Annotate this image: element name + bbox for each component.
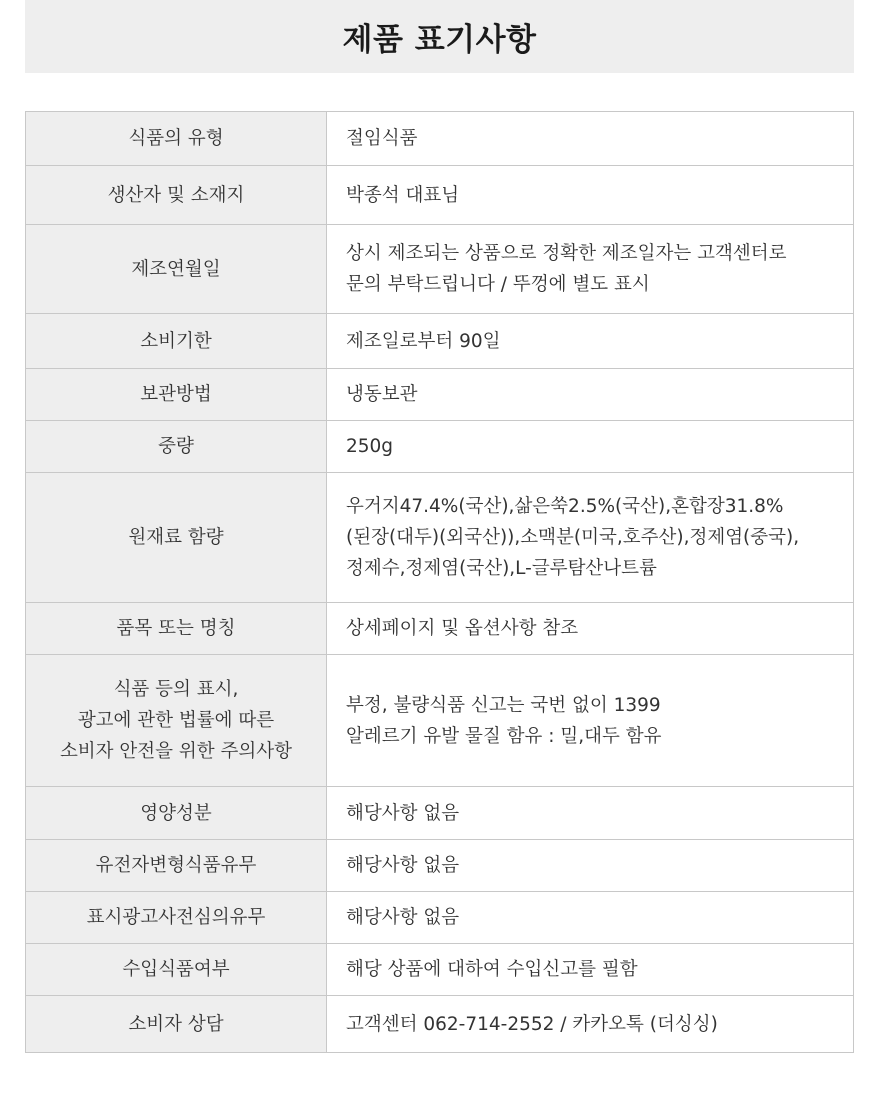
row-value-line: 박종석 대표님 — [346, 184, 460, 206]
row-label — [26, 892, 327, 944]
row-label-line: 소비자 안전을 위한 주의사항 — [59, 741, 293, 762]
row-value-line: 우거지47.4%(국산),삶은쑥2.5%(국산),혼합장31.8% — [346, 496, 784, 517]
row-label-line: 영양성분 — [140, 802, 212, 824]
row-label-line: 소비자 상담 — [128, 1013, 224, 1035]
row-value-line: 250g — [346, 436, 394, 457]
table-row — [26, 840, 854, 892]
row-value — [327, 892, 854, 944]
row-label — [26, 225, 327, 314]
row-value — [327, 166, 854, 225]
row-label — [26, 787, 327, 840]
row-label-line: 보관방법 — [140, 384, 212, 405]
row-label-line: 표시광고사전심의유무 — [86, 907, 266, 928]
row-label-line: 식품 등의 표시, — [113, 679, 239, 700]
table-row — [26, 369, 854, 421]
row-label-line: 생산자 및 소재지 — [107, 184, 245, 206]
table-row — [26, 421, 854, 473]
row-value — [327, 314, 854, 369]
row-value — [327, 787, 854, 840]
title-bar — [25, 0, 854, 73]
row-value — [327, 996, 854, 1053]
row-value — [327, 112, 854, 166]
table-row — [26, 112, 854, 166]
row-label — [26, 166, 327, 225]
row-value-line: 고객센터 062-714-2552 / 카카오톡 (더싱싱) — [346, 1013, 718, 1035]
table-row — [26, 892, 854, 944]
table-row — [26, 787, 854, 840]
row-label — [26, 112, 327, 166]
table-row — [26, 655, 854, 787]
row-label-line: 원재료 함량 — [128, 527, 224, 548]
row-value-line: 정제수,정제염(국산),L-글루탐산나트륨 — [346, 558, 657, 579]
table-row — [26, 603, 854, 655]
row-value — [327, 473, 854, 603]
row-label-line: 중량 — [158, 436, 194, 457]
product-info-table — [25, 111, 854, 1053]
row-value — [327, 840, 854, 892]
row-value — [327, 655, 854, 787]
row-value — [327, 369, 854, 421]
row-value-line: 냉동보관 — [346, 384, 418, 405]
row-value — [327, 603, 854, 655]
row-label-line: 유전자변형식품유무 — [95, 855, 257, 876]
row-label — [26, 944, 327, 996]
table-row — [26, 944, 854, 996]
row-value — [327, 944, 854, 996]
row-value-line: 알레르기 유발 물질 함유 : 밀,대두 함유 — [346, 725, 662, 747]
row-value-line: 문의 부탁드립니다 / 뚜껑에 별도 표시 — [346, 274, 650, 295]
row-label — [26, 421, 327, 473]
row-label — [26, 369, 327, 421]
table-row — [26, 473, 854, 603]
row-value-line: 해당사항 없음 — [346, 855, 460, 876]
row-label-line: 식품의 유형 — [128, 128, 224, 149]
row-value-line: 제조일로부터 90일 — [346, 330, 501, 352]
row-value-line: 해당 상품에 대하여 수입신고를 필함 — [346, 959, 638, 980]
row-label — [26, 655, 327, 787]
page-title: 제품 표기사항 — [342, 22, 537, 58]
row-label-line: 품목 또는 명칭 — [116, 618, 236, 639]
row-label — [26, 314, 327, 369]
row-value-line: 상시 제조되는 상품으로 정확한 제조일자는 고객센터로 — [346, 243, 787, 264]
row-label-line: 소비기한 — [140, 330, 212, 352]
row-value-line: 해당사항 없음 — [346, 802, 460, 824]
row-value-line: 부정, 불량식품 신고는 국번 없이 1399 — [346, 694, 661, 716]
row-label-line: 수입식품여부 — [122, 959, 230, 980]
row-value — [327, 421, 854, 473]
row-label-line: 광고에 관한 법률에 따른 — [77, 710, 275, 731]
row-value-line: 절임식품 — [346, 128, 418, 149]
table-row — [26, 996, 854, 1053]
row-value-line: 해당사항 없음 — [346, 907, 460, 928]
row-label — [26, 996, 327, 1053]
row-label — [26, 473, 327, 603]
table-row — [26, 166, 854, 225]
row-value-line: 상세페이지 및 옵션사항 참조 — [346, 618, 579, 639]
table-row — [26, 225, 854, 314]
row-label-line: 제조연월일 — [131, 258, 221, 280]
table-row — [26, 314, 854, 369]
row-value-line: (된장(대두)(외국산)),소맥분(미국,호주산),정제염(중국), — [346, 527, 800, 548]
row-label — [26, 840, 327, 892]
row-value — [327, 225, 854, 314]
row-label — [26, 603, 327, 655]
